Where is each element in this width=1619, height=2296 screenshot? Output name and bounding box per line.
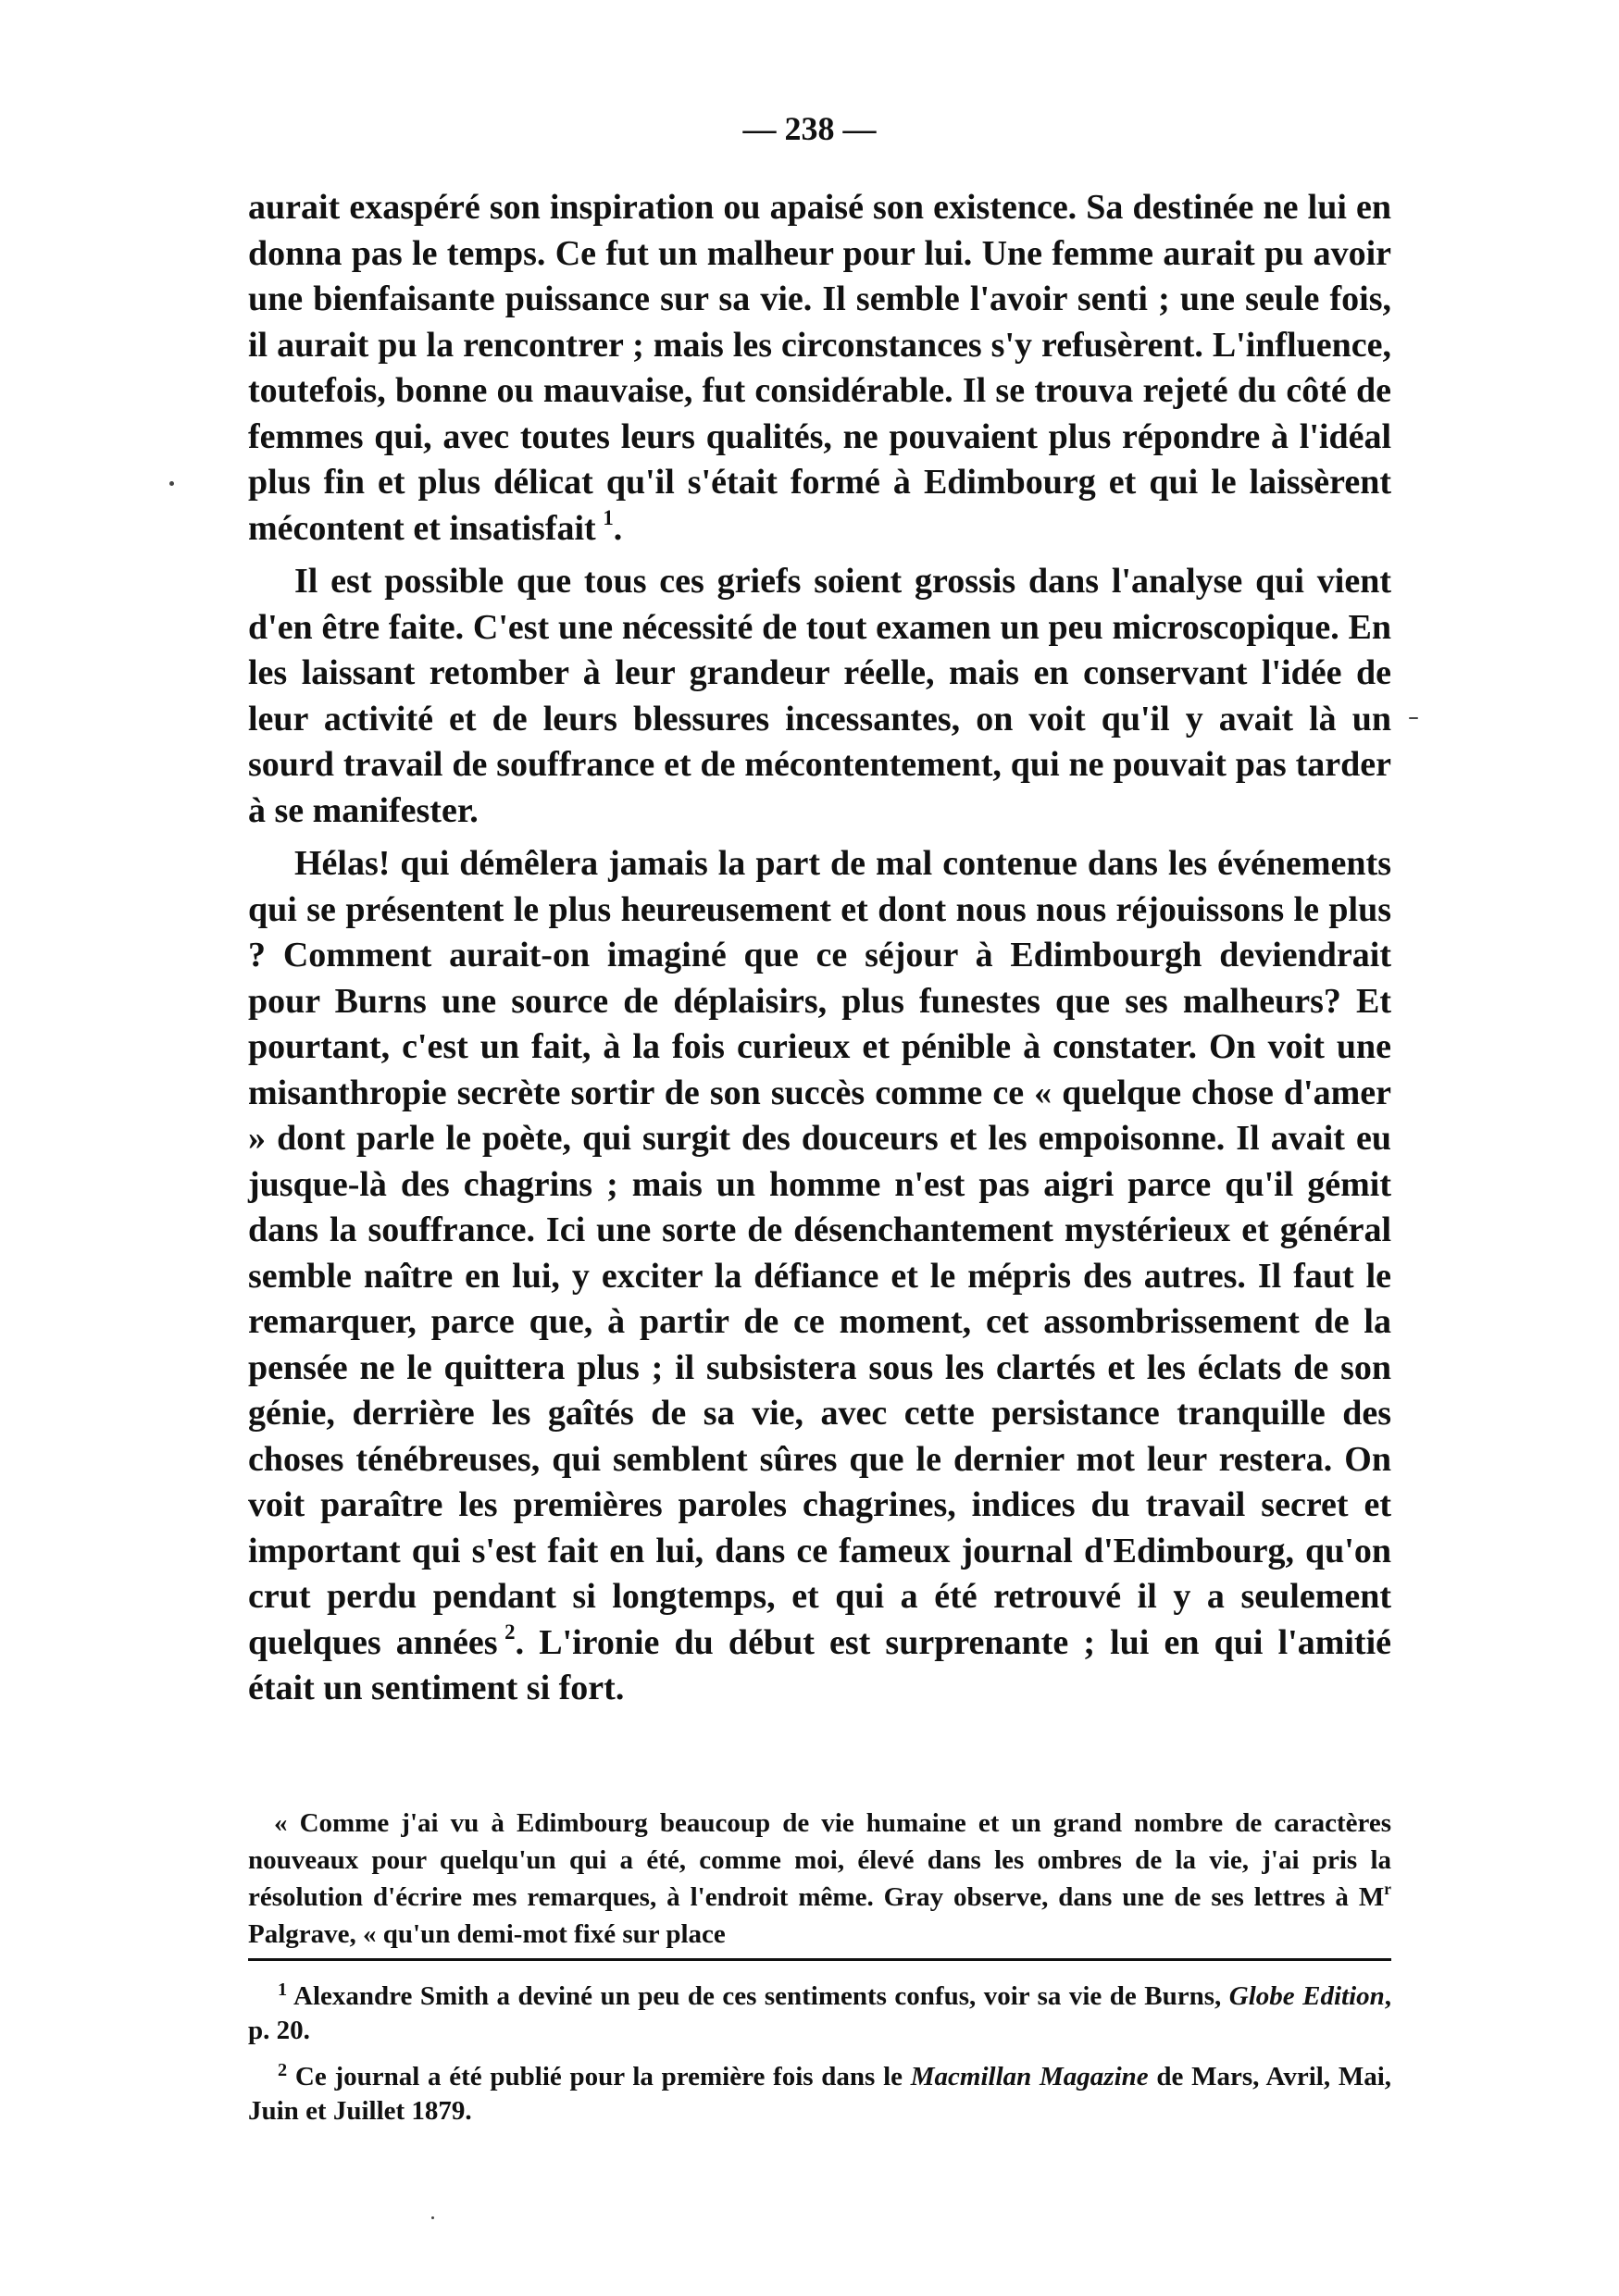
paragraph-3-text: Hélas! qui démêlera jamais la part de mal contenue dans les événements qui se présentent le plus heureusement et dont nous nous réjouissons le plus ? Comment aurait-on imaginé que ce séjour à Edimbourgh deviendrait pour Burns une source de déplaisirs, plus funestes que ses malheurs? Et pourtant, c'est un fait, à la fois curieux et pénible à constater. On voit une misanthropie secrète sortir de son succès comme ce « quelque chose d'amer » dont parle le poète, qui surgit des douceurs et les empoisonne. Il avait eu jusque-là des chagrins ; mais un homme n'est pas aigri parce qu'il gémit dans la souffrance. Ici une sorte de désenchantement mystérieux et général semble naître en lui, y exciter la défiance et le mépris des autres. Il faut le remarquer, parce que, à partir de ce moment, cet assombrissement de la pensée ne le quittera plus ; il subsistera sous les clartés et les éclats de son génie, derrière les gaîtés de sa vie, avec cette persistance tranquille des choses ténébreuses, qui semblent sûres que le dernier mot leur restera. On voit paraître les premières paroles chagrines, indices du travail secret et important qui s'est fait en lui, dans ce fameux journal d'Edimbourg, qu'on crut perdu pendant si longtemps, et qui a été retrouvé il y a seulement quelques années (248, 844, 1391, 1662)
footnote-2 (248, 2054, 1391, 2128)
quotation-text-end: Palgrave, « qu'un demi-mot fixé sur place (248, 1919, 726, 1949)
main-text (248, 185, 1391, 1712)
footnote-1-tail: , p. 20. (248, 1981, 1392, 2046)
footnote-1 (248, 1973, 1391, 2048)
paragraph-2 (248, 559, 1391, 834)
paragraph-1-text: aurait exaspéré son inspiration ou apaisé son existence. Sa destinée ne lui en donna pas le temps. Ce fut un malheur pour lui. Une femme aurait pu avoir une bienfaisante puissance sur sa vie. Il semble l'avoir senti ; une seule fois, il aurait pu la rencontrer ; mais les circonstances s'y refusèrent. L'influence, toutefois, bonne ou mauvaise, fut considérable. Il se trouva rejeté du côté de femmes qui, avec toutes leurs qualités, ne pouvaient plus répondre à l'idéal plus fin et plus délicat qu'il s'était formé à Edimbourg et qui le laissèrent mécontent et insatisfait (248, 188, 1391, 548)
footnote-2-tail: de Mars, Avril, Mai, Juin et Juillet 1879. (248, 2062, 1392, 2127)
page-number: — 238 — (742, 110, 877, 147)
footnote-2-number: 2 (278, 2060, 288, 2081)
paragraph-2-text: Il est possible que tous ces griefs soient grossis dans l'analyse qui vient d'en être faite. C'est une nécessité de tout examen un peu microscopique. En les laissant retomber à leur grandeur réelle, mais en conservant l'idée de leur activité et de leurs blessures incessantes, on voit qu'il y avait là un sourd travail de souffrance et de mécontentement, qui ne pouvait pas tarder à se manifester. (248, 562, 1391, 830)
footnote-ref-2[interactable]: 2 (504, 1620, 516, 1644)
quotation-superscript: r (1384, 1879, 1391, 1898)
paragraph-3-tail: . L'ironie du début est surprenante ; lui en qui l'amitié était un sentiment si fort. (248, 1622, 1391, 1707)
footnote-2-text: Ce journal a été publié pour la première fois dans le (294, 2062, 911, 2092)
scan-speck (1409, 717, 1418, 719)
footnote-1-title: Globe Edition (1228, 1981, 1385, 2012)
quotation-text: « Comme j'ai vu à Edimbourg beaucoup de vie humaine et un grand nombre de caractères nouveaux pour quelqu'un qui a été, comme moi, élevé dans les ombres de la vie, j'ai pris la résolution d'écrire mes remarques, à l'endroit même. Gray observe, dans une de ses lettres à M (248, 1808, 1391, 1912)
footnote-1-text: Alexandre Smith a deviné un peu de ces sentiments confus, voir sa vie de Burns, (293, 1981, 1229, 2012)
footnote-1-number: 1 (278, 1980, 288, 2000)
paragraph-1-tail: . (613, 508, 623, 548)
footnotes (248, 1973, 1391, 2134)
footnote-2-title: Macmillan Magazine (910, 2062, 1149, 2092)
paragraph-1 (248, 185, 1391, 552)
scan-speck (431, 2216, 434, 2219)
paragraph-3 (248, 841, 1391, 1712)
quotation-block (248, 1805, 1391, 1953)
footnote-ref-1[interactable]: 1 (603, 505, 614, 529)
footnote-divider (248, 1958, 1391, 1961)
scan-speck (169, 481, 174, 486)
